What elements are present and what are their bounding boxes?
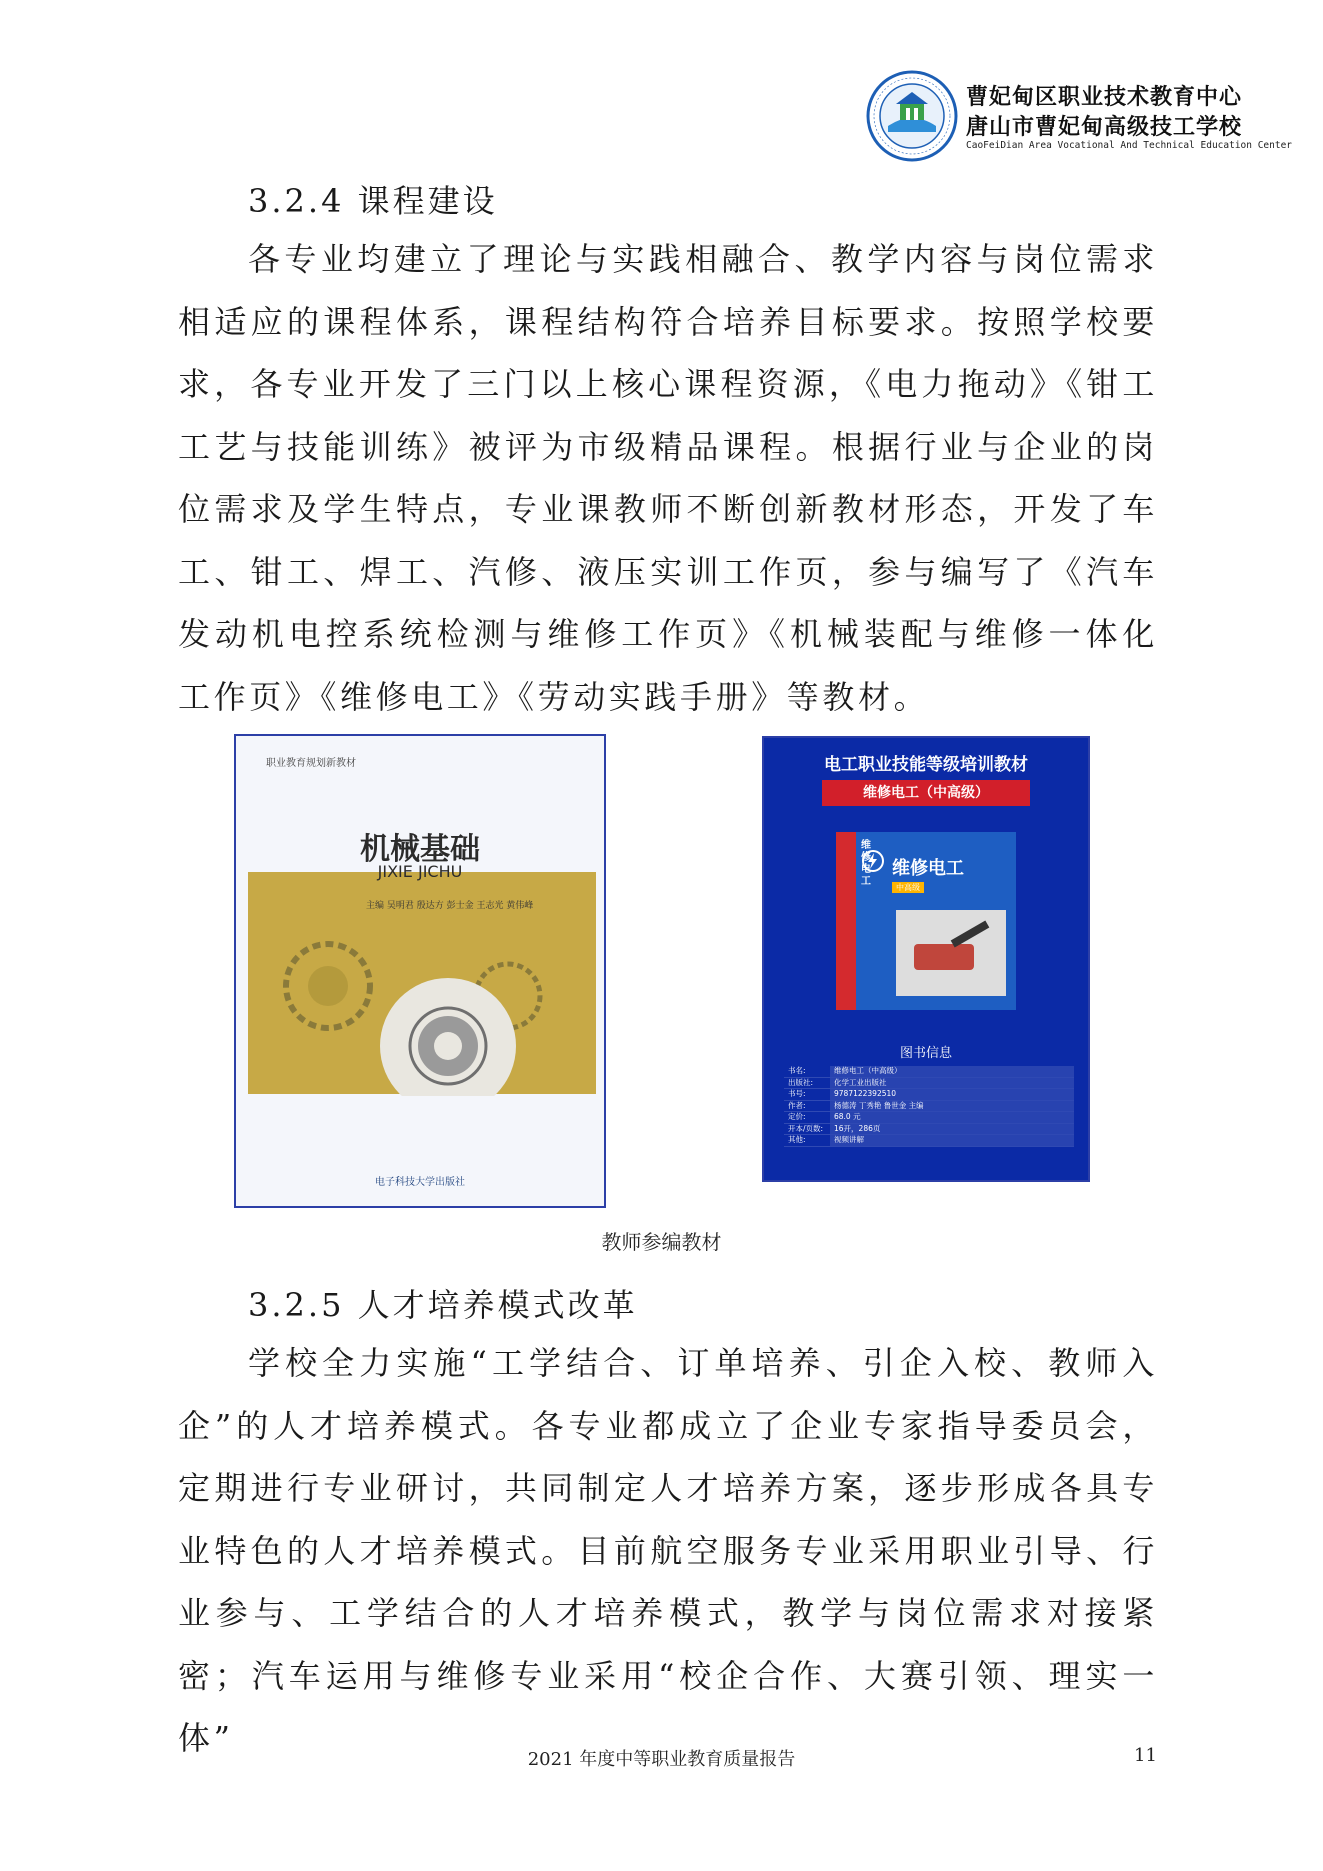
book-title-pinyin: JIXIE JICHU xyxy=(377,862,463,881)
section-body-talent-training-reform xyxy=(178,1332,1158,1770)
book-info-row xyxy=(784,1135,1074,1147)
paragraph: 学校全力实施“工学结合、订单培养、引企入校、教师入企”的人才培养模式。各专业都成立了企业专家指导委员会，定期进行专业研讨，共同制定人才培养方案，逐步形成各具专业特色的人才培养模式。目前航空服务专业采用职业引导、行业参与、工学结合的人才培养模式，教学与岗位需求对接紧密；汽车运用与维修专业采用“校企合作、大赛引领、理实一体” xyxy=(178,1344,1158,1757)
page-header xyxy=(866,70,1293,162)
book-info-key: 作者: xyxy=(788,1100,806,1110)
book-info-row xyxy=(784,1101,1074,1113)
paragraph: 各专业均建立了理论与实践相融合、教学内容与岗位需求相适应的课程体系，课程结构符合培养目标要求。按照学校要求，各专业开发了三门以上核心课程资源，《电力拖动》《钳工工艺与技能训练》被评为市级精品课程。根据行业与企业的岗位需求及学生特点，专业课教师不断创新教材形态，开发了车工、钳工、焊工、汽修、液压实训工作页，参与编写了《汽车发动机电控系统检测与维修工作页》《机械装配与维修一体化工作页》《维修电工》《劳动实践手册》等教材。 xyxy=(178,240,1158,716)
section-title-talent-training-reform: 3.2.5 人才培养模式改革 xyxy=(248,1286,638,1324)
book-info-row xyxy=(784,1066,1074,1078)
book-editors: 主编 吴明君 殷达方 彭士金 王志光 黄伟峰 xyxy=(366,901,534,911)
book-cover-weixiu-diangong xyxy=(762,736,1090,1182)
book-info-value: 视频讲解 xyxy=(830,1135,1074,1146)
book-spine-title: 维修电工 xyxy=(861,840,871,887)
report-title: 2021 年度中等职业教育质量报告 xyxy=(527,1749,796,1770)
book-publisher: 电子科技大学出版社 xyxy=(375,1177,465,1188)
book-info-key: 其他: xyxy=(788,1135,806,1144)
book-info-row xyxy=(784,1124,1074,1136)
book-info-key: 出版社: xyxy=(788,1077,814,1087)
book-info-table xyxy=(784,1066,1074,1147)
book-cover-title: 维修电工 xyxy=(892,858,964,879)
section-title-course-construction: 3.2.4 课程建设 xyxy=(248,182,498,220)
gear-illustration-icon xyxy=(248,926,596,1096)
lightning-icon xyxy=(862,850,884,872)
book-info-row xyxy=(784,1078,1074,1090)
section-body-course-construction xyxy=(178,228,1158,728)
book-info-key: 开本/页数: xyxy=(788,1123,824,1133)
school-logo-icon xyxy=(866,70,958,162)
book-info-row xyxy=(784,1089,1074,1101)
book-info-value: 9787122392510 xyxy=(830,1089,1074,1100)
book-info-value: 化学工业出版社 xyxy=(830,1078,1074,1089)
book-info-row xyxy=(784,1112,1074,1124)
page-number: 11 xyxy=(1134,1745,1157,1766)
book-info-value: 16开，286页 xyxy=(830,1124,1074,1135)
figure-caption: 教师参编教材 xyxy=(601,1230,722,1254)
book-series-label: 职业教育规划新教材 xyxy=(266,758,356,769)
org-name-line2: 唐山市曹妃甸高级技工学校 xyxy=(966,115,1243,140)
book-title: 机械基础 xyxy=(360,832,480,867)
book-image xyxy=(836,832,1016,1010)
book-info-key: 书号: xyxy=(788,1089,806,1098)
book-info-value: 杨德涛 丁秀艳 鲁世金 主编 xyxy=(830,1101,1074,1112)
book-info-key: 书名: xyxy=(788,1066,806,1075)
book-level-ribbon: 维修电工（中高级） xyxy=(822,780,1030,806)
book-info-key: 定价: xyxy=(788,1112,806,1121)
book-info-value: 68.0 元 xyxy=(830,1112,1074,1123)
org-name-english: CaoFeiDian Area Vocational And Technical Education Center xyxy=(966,140,1293,151)
book-cover-level: 中高级 xyxy=(892,882,924,893)
book-cover-photo xyxy=(896,910,1006,996)
book-info-title: 图书信息 xyxy=(899,1046,952,1061)
book-cover-jixie-jichu xyxy=(234,734,606,1208)
book-promo-header: 电工职业技能等级培训教材 xyxy=(824,755,1028,775)
org-name-line1: 曹妃甸区职业技术教育中心 xyxy=(966,85,1243,110)
book-info-value: 维修电工（中高级） xyxy=(830,1066,1074,1077)
